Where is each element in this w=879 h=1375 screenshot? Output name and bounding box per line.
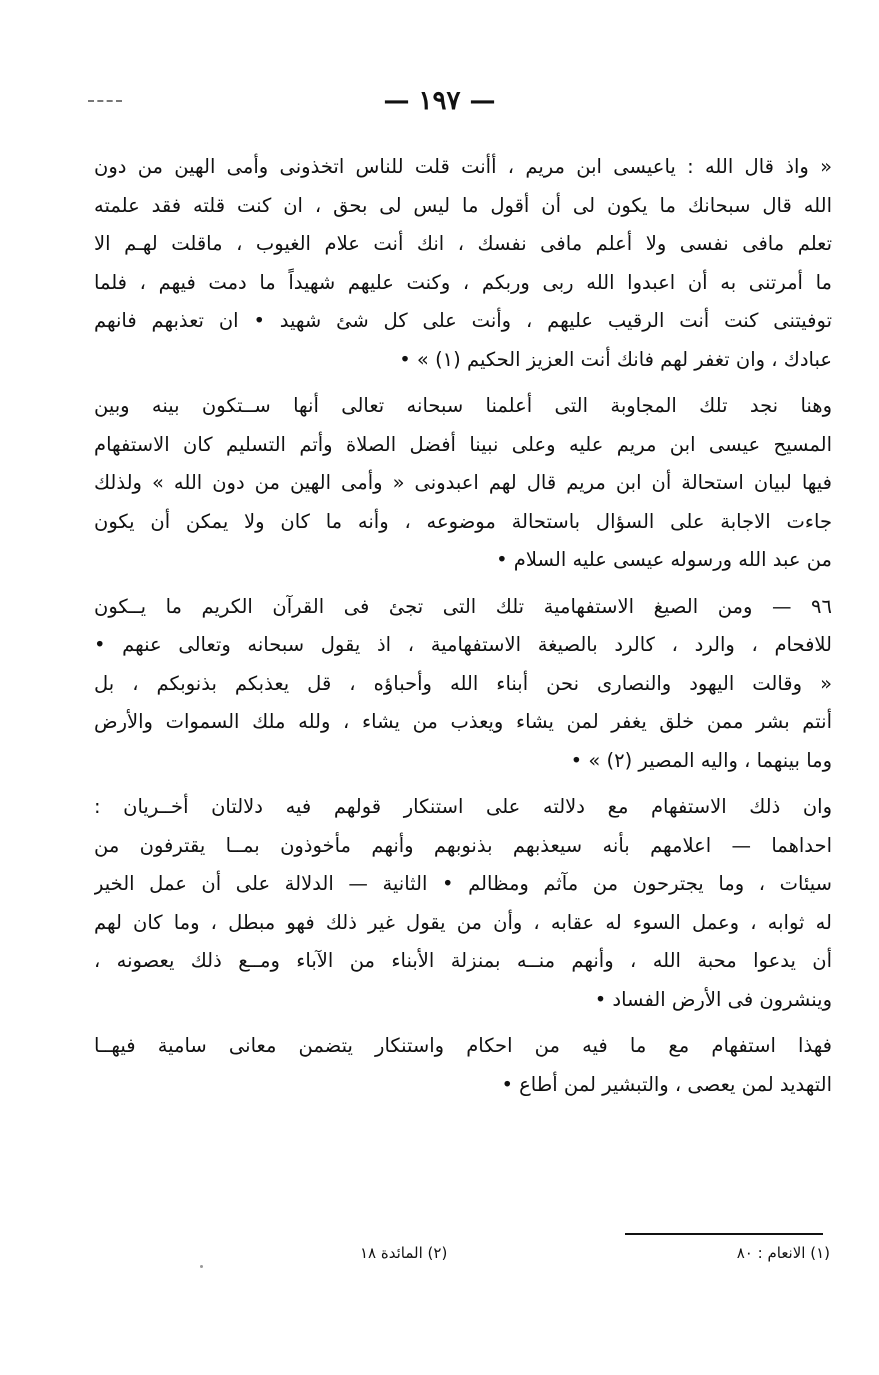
text-line: له ثوابه ، وعمل السوء له عقابه ، وأن من يقول غير ذلك فهو مبطل ، وما كان لهم bbox=[94, 910, 832, 934]
text-line: وينشرون فى الأرض الفساد • bbox=[594, 987, 832, 1011]
text-line: الله قال سبحانك ما يكون لى أن أقول ما ليس لى بحق ، ان كنت قلته فقد علمته bbox=[94, 193, 832, 217]
text-line: المسيح عيسى ابن مريم عليه وعلى نبينا أفضل الصلاة وأتم التسليم كان الاستفهام bbox=[94, 432, 832, 456]
text-line: ٩٦ — ومن الصيغ الاستفهامية تلك التى تجئ فى القرآن الكريم ما يــكون bbox=[94, 594, 832, 618]
text-line: أن يدعوا محبة الله ، وأنهم منــه بمنزلة الأبناء من الآباء ومــع ذلك يعصونه ، bbox=[94, 949, 832, 972]
text-line: وما بينهما ، واليه المصير (٢) » • bbox=[570, 748, 832, 772]
print-speck bbox=[200, 1265, 203, 1268]
text-line: أنتم بشر ممن خلق يغفر لمن يشاء ويعذب من يشاء ، ولله ملك السموات والأرض bbox=[94, 710, 832, 733]
body-text bbox=[94, 148, 832, 1112]
paragraph-3 bbox=[94, 588, 832, 781]
footnote-1: (١) الانعام : ٨٠ bbox=[736, 1244, 830, 1262]
text-line: تعلم مافى نفسى ولا أعلم مافى نفسك ، انك أنت علام الغيوب ، ماقلت لهـم الا bbox=[94, 232, 832, 255]
footnotes bbox=[360, 1244, 830, 1262]
footnote-2: (٢) المائدة ١٨ bbox=[360, 1244, 448, 1262]
text-line: ما أمرتنى به أن اعبدوا الله ربى وربكم ، وكنت عليهم شهيداً ما دمت فيهم ، فلما bbox=[94, 270, 832, 294]
text-line: احداهما — اعلامهم بأنه سيعذبهم بذنوبهم وأنهم مأخوذون بمــا يقترفون من bbox=[94, 833, 832, 857]
text-line: وهنا نجد تلك المجاوبة التى أعلمنا سبحانه تعالى أنها ســتكون بينه وبين bbox=[94, 394, 832, 417]
text-line: سيئات ، وما يجترحون من مآثم ومظالم • الثانية — الدلالة على أن عمل الخير bbox=[94, 872, 832, 895]
paragraph-1 bbox=[94, 148, 832, 379]
text-line: للافحام ، والرد ، كالرد بالصيغة الاستفهامية ، اذ يقول سبحانه وتعالى عنهم • bbox=[94, 633, 832, 656]
text-line: فيها لبيان استحالة أن ابن مريم قال لهم اعبدونى « وأمى الهين من دون الله » ولذلك bbox=[94, 471, 832, 494]
paragraph-2 bbox=[94, 387, 832, 580]
text-line: فهذا استفهام مع ما فيه من احكام واستنكار يتضمن معانى سامية فيهــا bbox=[94, 1034, 832, 1057]
text-line: التهديد لمن يعصى ، والتبشير لمن أطاع • bbox=[501, 1072, 832, 1096]
paragraph-5 bbox=[94, 1027, 832, 1104]
text-line: وان ذلك الاستفهام مع دلالته على استنكار قولهم فيه دلالتان أخــريان : bbox=[94, 795, 832, 818]
text-line: « وقالت اليهود والنصارى نحن أبناء الله وأحباؤه ، قل يعذبكم بذنوبكم ، بل bbox=[94, 671, 832, 695]
text-line: توفيتنى كنت أنت الرقيب عليهم ، وأنت على كل شئ شهيد • ان تعذبهم فانهم bbox=[94, 309, 832, 332]
text-line: « واذ قال الله : ياعيسى ابن مريم ، أأنت قلت للناس اتخذونى وأمى الهين من دون bbox=[94, 155, 832, 178]
footnote-divider bbox=[625, 1233, 823, 1235]
page-number: — ١٩٧ — bbox=[383, 86, 496, 116]
text-line: من عبد الله ورسوله عيسى عليه السلام • bbox=[496, 548, 832, 571]
text-line: جاءت الاجابة على السؤال باستحالة موضوعه ، وأنه ما كان ولا يمكن أن يكون bbox=[94, 509, 832, 533]
paragraph-4 bbox=[94, 788, 832, 1019]
text-line: عبادك ، وان تغفر لهم فانك أنت العزيز الحكيم (١) » • bbox=[399, 347, 832, 371]
